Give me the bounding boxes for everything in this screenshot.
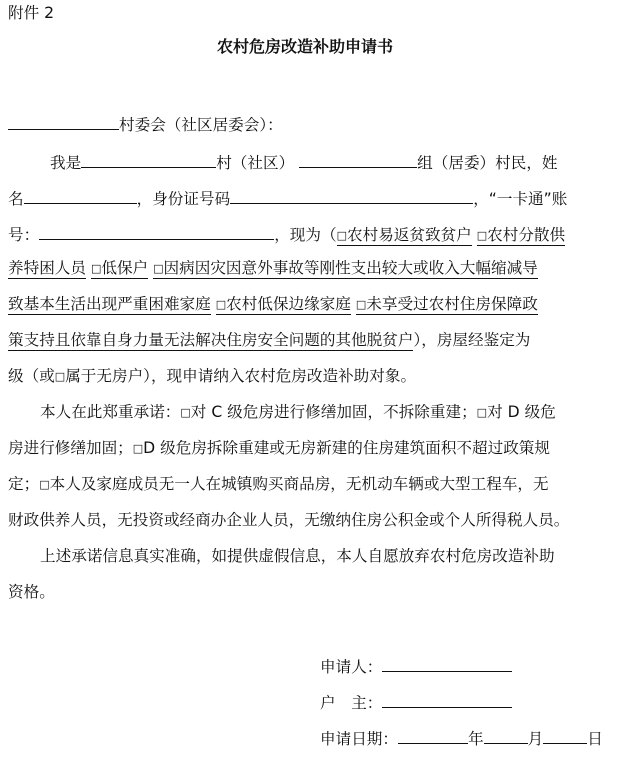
year-label: 年 (467, 730, 484, 748)
option-6-label-cont: 策支持且依靠自身力量无法解决住房安全问题的其他脱贫户 (8, 331, 414, 349)
applicant-blank[interactable] (382, 654, 512, 672)
intro-village-text: 村（社区） (216, 154, 295, 172)
attachment-label: 附件 2 (8, 4, 55, 22)
id-label: ，身份证号码 (136, 190, 231, 208)
pledge-d2-text: D 级危房拆除重建或无房新建的住房建筑面积不超过政策规 (143, 439, 550, 457)
option-2-label-cont: 养特困人员 (8, 259, 86, 277)
option-4-label: 因病因灾因意外事故等刚性支出较大或收入大幅缩减导 (163, 259, 538, 277)
checkbox-pledge-family[interactable]: □ (39, 478, 50, 491)
option-3-label: 低保户 (101, 259, 149, 277)
level-pre: 级（或 (8, 367, 55, 385)
option-6-label: 未享受过农村住房保障政 (366, 295, 538, 313)
account-blank[interactable] (39, 222, 274, 240)
checkbox-opt1[interactable]: □ (336, 229, 347, 242)
pledge-line-3 (8, 474, 549, 495)
pledge-line-1 (40, 402, 556, 423)
date-label: 申请日期： (320, 730, 398, 748)
document-title: 农村危房改造补助申请书 (217, 37, 394, 56)
pledge-intro: 本人在此郑重承诺： (40, 403, 181, 421)
checkbox-no-house[interactable]: □ (54, 370, 66, 383)
options-line-5 (8, 294, 538, 315)
level-line (8, 366, 416, 387)
checkbox-opt3[interactable]: □ (90, 262, 102, 275)
status-close-text: ），房屋经鉴定为 (413, 331, 531, 349)
checkbox-opt5[interactable]: □ (215, 298, 227, 311)
applicant-label: 申请人： (320, 658, 383, 676)
month-blank[interactable] (484, 726, 528, 744)
village-blank[interactable] (81, 150, 216, 168)
pledge-family-text-cont: 财政供养人员，无投资或经商办企业人员，无缴纳住房公积金或个人所得税人员。 (8, 511, 570, 529)
salutation-text: 村委会（社区居委会）： (119, 116, 283, 134)
options-line-4 (8, 258, 538, 279)
now-is-text: ，现为（ (274, 226, 337, 244)
pledge-line-2 (8, 438, 550, 459)
applicant-row (320, 654, 512, 677)
intro-group-text: 组（居委）村民，姓 (417, 154, 558, 172)
level-post: 属于无房户），现申请纳入农村危房改造补助对象。 (65, 367, 417, 385)
pledge-family-text: 本人及家庭成员无一人在城镇购买商品房，无机动车辆或大型工程车，无 (49, 475, 549, 493)
checkbox-pledge-c[interactable]: □ (180, 406, 191, 419)
option-4-label-cont: 致基本生活出现严重困难家庭 (8, 295, 211, 313)
option-5-label: 农村低保边缘家庭 (226, 295, 351, 313)
pledge-line-4 (8, 510, 569, 530)
date-row (320, 726, 603, 749)
id-number-blank[interactable] (230, 186, 473, 204)
pledge-d2-text-cont: 定； (8, 475, 40, 493)
month-label: 月 (527, 730, 544, 748)
pledge-d1-text-cont: 房进行修缮加固； (8, 439, 133, 457)
village-committee-blank[interactable] (8, 112, 119, 130)
group-blank[interactable] (299, 150, 417, 168)
option-1-label: 农村易返贫致贫户 (347, 226, 472, 244)
householder-blank[interactable] (382, 690, 512, 708)
pledge-c-text: 对 C 级危房进行修缮加固，不拆除重建； (190, 403, 477, 421)
option-2-label: 农村分散供 (487, 226, 566, 244)
name-blank[interactable] (24, 186, 137, 204)
day-blank[interactable] (543, 726, 587, 744)
checkbox-pledge-d1[interactable]: □ (476, 406, 488, 419)
checkbox-opt4[interactable]: □ (153, 262, 164, 275)
account-prefix: 号： (8, 226, 40, 244)
intro-line-1 (50, 150, 558, 173)
options-line-6 (8, 330, 530, 350)
day-label: 日 (587, 730, 603, 748)
intro-i-am: 我是 (50, 154, 82, 172)
commitment-line-2: 资格。 (8, 583, 55, 601)
pledge-d1-text: 对 D 级危 (487, 403, 556, 421)
salutation-line (8, 112, 283, 135)
checkbox-opt6[interactable]: □ (355, 298, 367, 311)
name-prefix: 名 (8, 190, 24, 208)
householder-label: 户 主： (320, 694, 383, 712)
card-label: ，“一卡通”账 (473, 190, 568, 208)
commitment-line-1: 上述承诺信息真实准确，如提供虚假信息，本人自愿放弃农村危房改造补助 (40, 547, 555, 565)
intro-line-2 (8, 186, 567, 209)
checkbox-pledge-d2[interactable]: □ (132, 442, 144, 455)
checkbox-opt2[interactable]: □ (476, 229, 488, 242)
intro-line-3 (8, 222, 565, 246)
year-blank[interactable] (398, 726, 468, 744)
householder-row (320, 690, 512, 713)
